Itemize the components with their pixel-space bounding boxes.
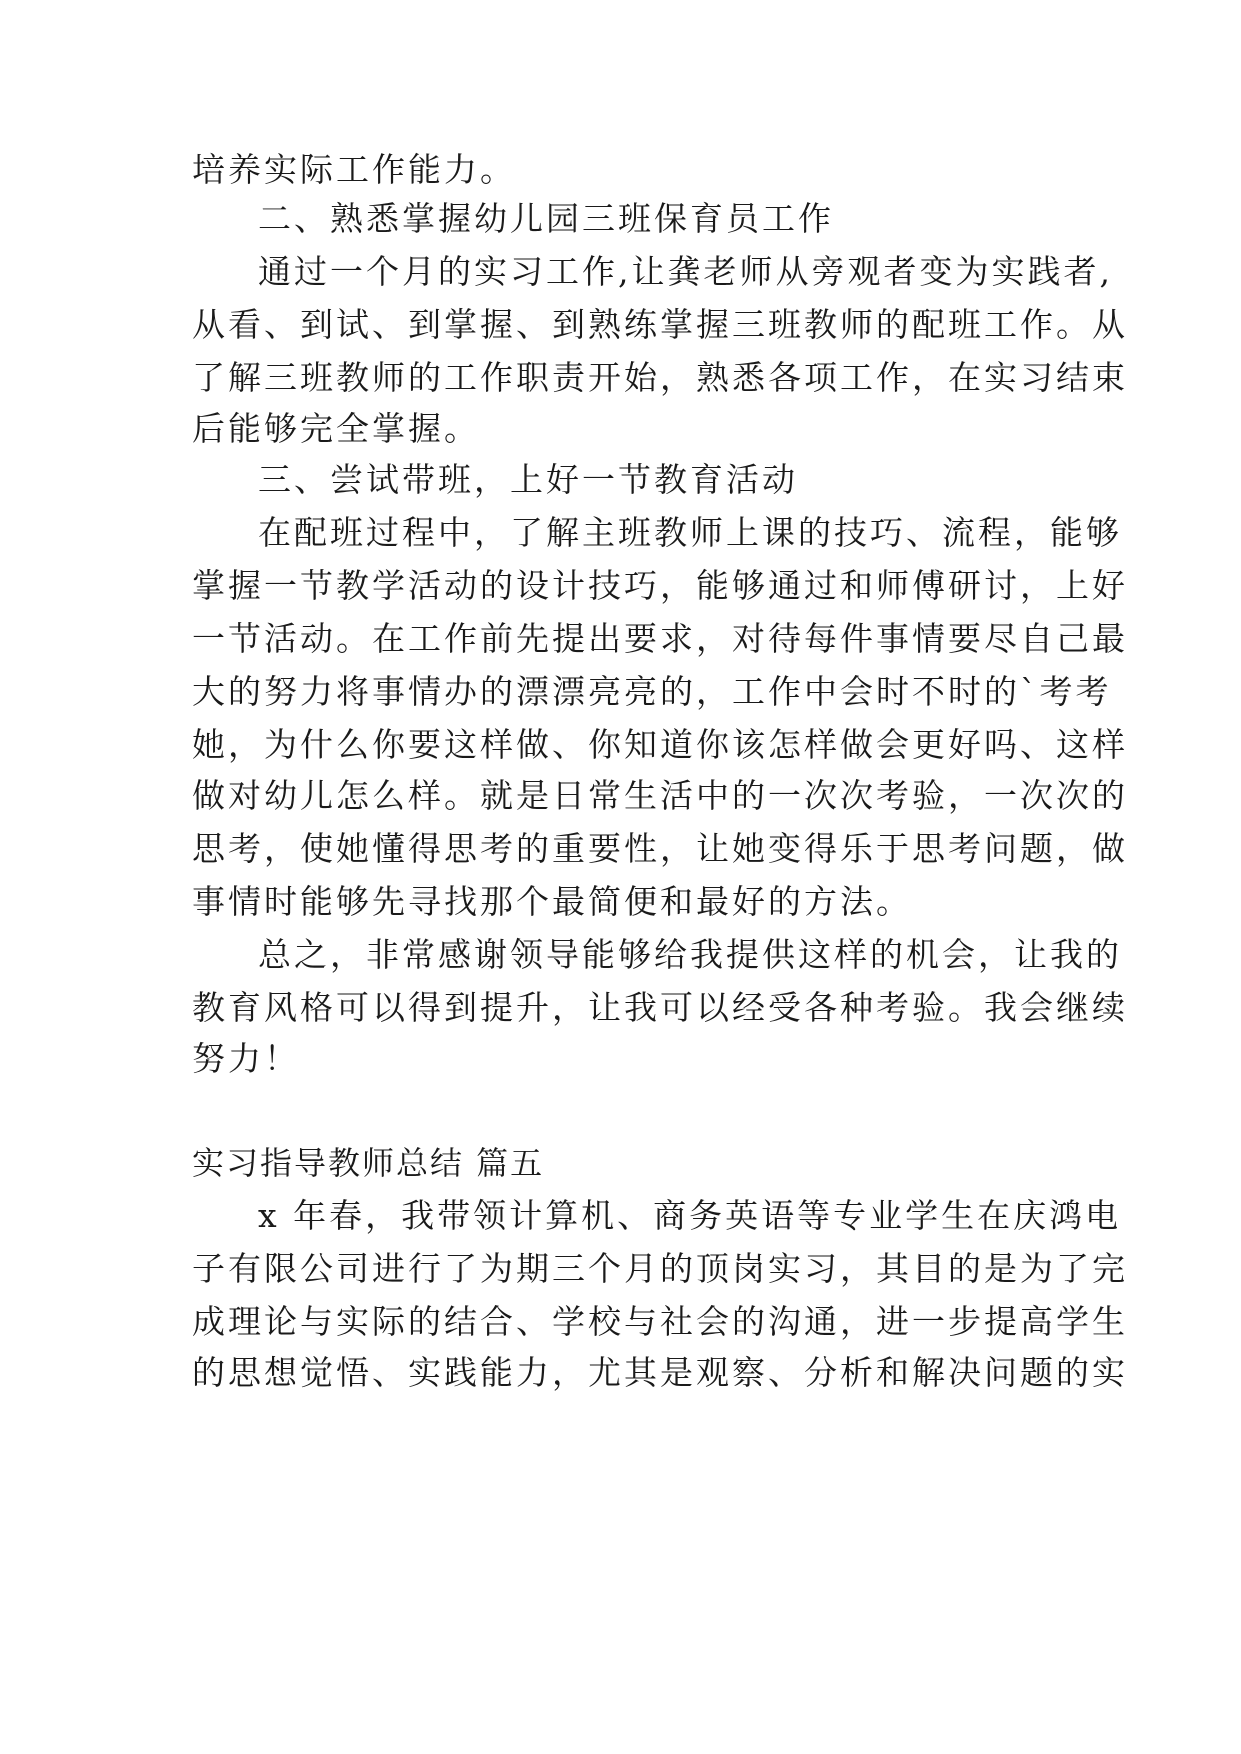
text-line: 思考，使她懂得思考的重要性，让她变得乐于思考问题，做 — [192, 829, 1128, 868]
text-line: 培养实际工作能力。 — [192, 150, 516, 189]
text-line: 事情时能够先寻找那个最简便和最好的方法。 — [192, 882, 912, 921]
article-title: 实习指导教师总结 篇五 — [192, 1144, 545, 1182]
section-heading: 三、尝试带班，上好一节教育活动 — [258, 460, 798, 499]
text-line: 她，为什么你要这样做、你知道你该怎样做会更好吗、这样 — [192, 725, 1128, 764]
text-line: 掌握一节教学活动的设计技巧，能够通过和师傅研讨，上好 — [192, 566, 1128, 605]
text-line: 从看、到试、到掌握、到熟练掌握三班教师的配班工作。从 — [192, 305, 1128, 344]
text-line: 努力！ — [192, 1039, 300, 1078]
text-line: 了解三班教师的工作职责开始，熟悉各项工作，在实习结束 — [192, 358, 1128, 397]
text-line: 后能够完全掌握。 — [192, 409, 480, 448]
text-line: x 年春，我带领计算机、商务英语等专业学生在庆鸿电 — [258, 1196, 1122, 1235]
text-line: 的思想觉悟、实践能力，尤其是观察、分析和解决问题的实 — [192, 1353, 1128, 1392]
text-line: 一节活动。在工作前先提出要求，对待每件事情要尽自己最 — [192, 619, 1128, 658]
section-heading: 二、熟悉掌握幼儿园三班保育员工作 — [258, 199, 834, 238]
text-line: 成理论与实际的结合、学校与社会的沟通，进一步提高学生 — [192, 1302, 1128, 1341]
text-line: 总之，非常感谢领导能够给我提供这样的机会，让我的 — [258, 935, 1122, 974]
text-line: 大的努力将事情办的漂漂亮亮的，工作中会时不时的`考考 — [192, 672, 1112, 711]
text-line: 子有限公司进行了为期三个月的顶岗实习，其目的是为了完 — [192, 1249, 1128, 1288]
text-line: 做对幼儿怎么样。就是日常生活中的一次次考验，一次次的 — [192, 776, 1128, 815]
text-line: 通过一个月的实习工作,让龚老师从旁观者变为实践者, — [258, 252, 1113, 291]
text-line: 教育风格可以得到提升，让我可以经受各种考验。我会继续 — [192, 988, 1128, 1027]
text-line: 在配班过程中，了解主班教师上课的技巧、流程，能够 — [258, 513, 1122, 552]
